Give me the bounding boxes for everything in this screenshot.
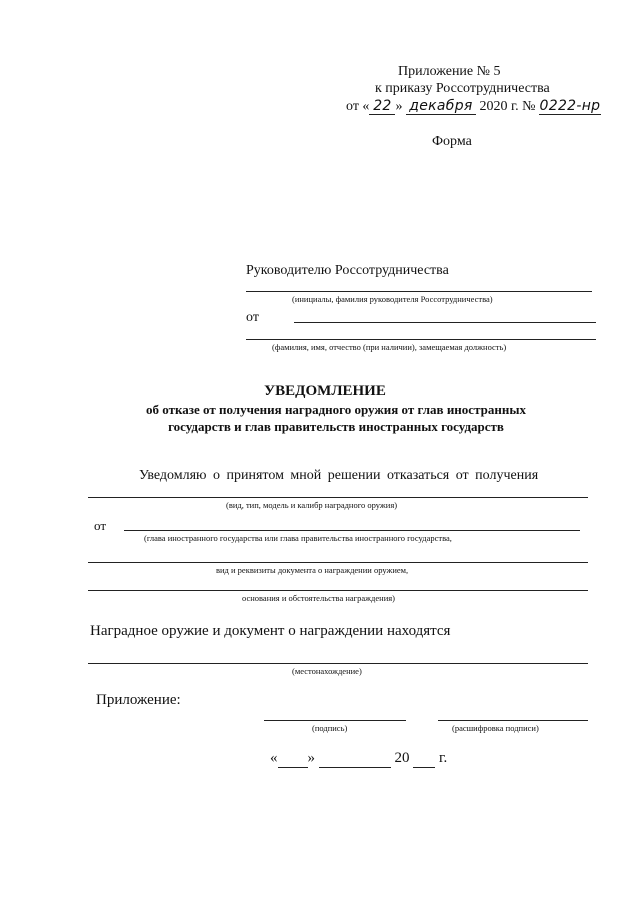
document-subtitle-1: об отказе от получения наградного оружия от глав иностранных [146,402,526,417]
order-number-handwritten: 0222-нр [539,98,601,114]
date-close-quote: » [307,750,315,766]
year-prefix: 20 [394,750,410,766]
order-year: 2020 г. № [479,99,536,114]
order-month-handwritten: декабря [406,98,476,115]
award-document-line [88,562,588,563]
month-blank [319,750,391,768]
date-prefix: от « [346,99,370,114]
weapon-line [88,497,588,498]
sender-line-1 [294,322,596,323]
from-label: от [246,310,259,325]
award-document-caption: вид и реквизиты документа о награждении оружием, [216,565,409,575]
day-blank [278,750,308,768]
location-line [88,663,588,664]
signature-date [270,750,447,768]
head-of-state-caption: (глава иностранного государства или глава правительства иностранного государства, [144,533,452,543]
signature-line [264,720,406,721]
appendix-number: Приложение № 5 [398,64,501,79]
intro-text: Уведомляю о принятом мной решении отказаться от получения [139,468,539,483]
year-blank [413,750,435,768]
document-subtitle-2: государств и глав правительств иностранных государств [168,419,504,434]
date-open-quote: « [270,750,278,766]
head-of-state-line [124,530,580,531]
sender-line-2 [246,339,596,340]
addressee-title: Руководителю Россотрудничества [246,263,449,278]
addressee-caption: (инициалы, фамилия руководителя Россотрудничества) [292,294,493,304]
grounds-caption: основания и обстоятельства награждения) [242,593,395,603]
order-reference: к приказу Россотрудничества [375,81,550,96]
location-text: Наградное оружие и документ о награждении находятся [90,623,451,639]
addressee-name-line [246,291,592,292]
document-heading: УВЕДОМЛЕНИЕ [264,383,386,399]
from-head-label: от [94,518,107,533]
sender-caption: (фамилия, имя, отчество (при наличии), замещаемая должность) [272,342,507,352]
grounds-line [88,590,588,591]
weapon-caption: (вид, тип, модель и калибр наградного оружия) [226,500,398,510]
form-label: Форма [432,134,472,149]
order-date-line [346,98,601,115]
location-caption: (местонахождение) [292,666,362,676]
date-close-quote: » [395,99,403,114]
signature-decode-caption: (расшифровка подписи) [452,723,539,733]
attachment-label: Приложение: [96,692,181,708]
signature-decode-line [438,720,588,721]
year-suffix: г. [439,750,448,766]
order-day-handwritten: 22 [369,98,395,115]
signature-caption: (подпись) [312,723,348,733]
